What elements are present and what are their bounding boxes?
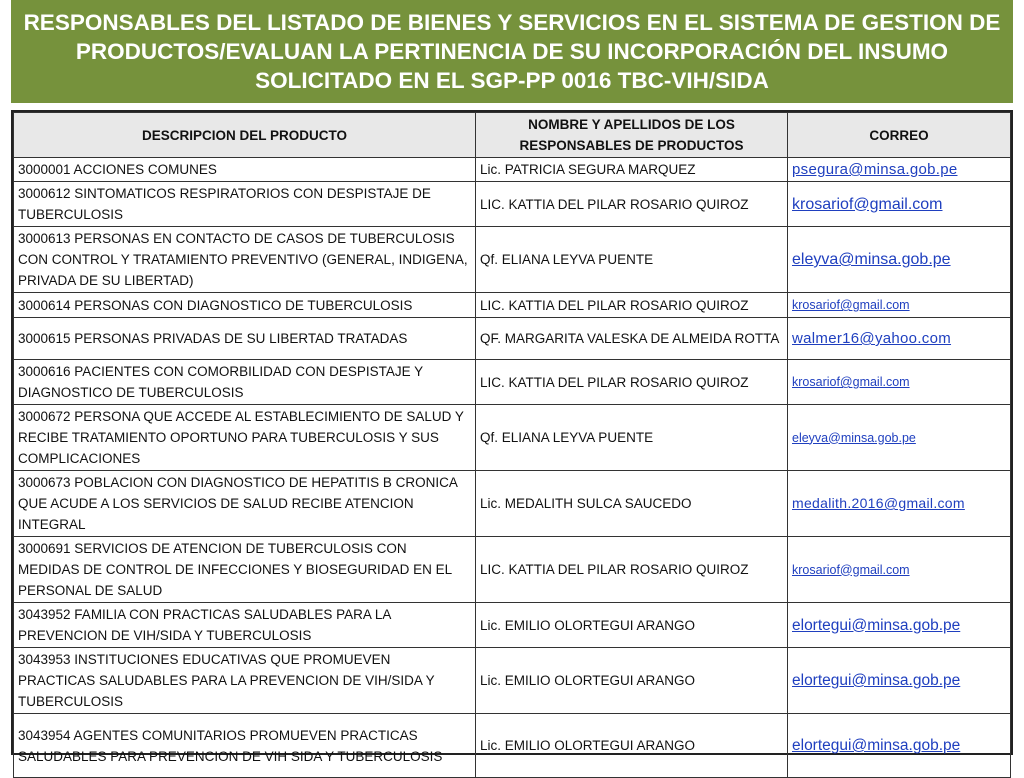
product-cell: 3043954 AGENTES COMUNITARIOS PROMUEVEN PRACTICAS SALUDABLES PARA PREVENCION DE VIH SIDA Y TUBERCULOSIS bbox=[14, 714, 476, 778]
responsible-cell: Qf. ELIANA LEYVA PUENTE bbox=[476, 227, 788, 293]
responsible-cell: Lic. EMILIO OLORTEGUI ARANGO bbox=[476, 603, 788, 648]
responsible-cell: Lic. MEDALITH SULCA SAUCEDO bbox=[476, 471, 788, 537]
responsible-cell: QF. MARGARITA VALESKA DE ALMEIDA ROTTA bbox=[476, 318, 788, 360]
table-row bbox=[14, 293, 1011, 318]
email-link[interactable]: eleyva@minsa.gob.pe bbox=[792, 430, 916, 445]
email-cell bbox=[788, 182, 1011, 227]
email-link[interactable]: krosariof@gmail.com bbox=[792, 375, 910, 389]
header-correo: CORREO bbox=[788, 113, 1011, 158]
email-cell bbox=[788, 360, 1011, 405]
email-cell bbox=[788, 405, 1011, 471]
email-link[interactable]: medalith.2016@gmail.com bbox=[792, 495, 965, 511]
email-cell bbox=[788, 471, 1011, 537]
email-link[interactable]: elortegui@minsa.gob.pe bbox=[792, 616, 961, 634]
table-row bbox=[14, 603, 1011, 648]
email-cell bbox=[788, 537, 1011, 603]
table-header-row bbox=[14, 113, 1011, 158]
page-title-banner bbox=[11, 0, 1013, 103]
email-link[interactable]: krosariof@gmail.com bbox=[792, 562, 910, 577]
table-row bbox=[14, 537, 1011, 603]
responsible-cell: LIC. KATTIA DEL PILAR ROSARIO QUIROZ bbox=[476, 293, 788, 318]
email-link[interactable]: eleyva@minsa.gob.pe bbox=[792, 251, 951, 268]
responsible-cell: LIC. KATTIA DEL PILAR ROSARIO QUIROZ bbox=[476, 182, 788, 227]
responsible-cell: LIC. KATTIA DEL PILAR ROSARIO QUIROZ bbox=[476, 360, 788, 405]
product-cell: 3000615 PERSONAS PRIVADAS DE SU LIBERTAD TRATADAS bbox=[14, 318, 476, 360]
email-link[interactable]: elortegui@minsa.gob.pe bbox=[792, 672, 961, 689]
product-cell: 3000673 POBLACION CON DIAGNOSTICO DE HEPATITIS B CRONICA QUE ACUDE A LOS SERVICIOS DE SALUD RECIBE ATENCION INTEGRAL bbox=[14, 471, 476, 537]
table-row bbox=[14, 360, 1011, 405]
email-link[interactable]: krosariof@gmail.com bbox=[792, 298, 910, 312]
product-cell: 3000691 SERVICIOS DE ATENCION DE TUBERCULOSIS CON MEDIDAS DE CONTROL DE INFECCIONES Y BIOSEGURIDAD EN EL PERSONAL DE SALUD bbox=[14, 537, 476, 603]
product-cell: 3000001 ACCIONES COMUNES bbox=[14, 158, 476, 182]
email-cell bbox=[788, 227, 1011, 293]
email-cell bbox=[788, 293, 1011, 318]
product-cell: 3043952 FAMILIA CON PRACTICAS SALUDABLES PARA LA PREVENCION DE VIH/SIDA Y TUBERCULOSIS bbox=[14, 603, 476, 648]
product-cell: 3000614 PERSONAS CON DIAGNOSTICO DE TUBERCULOSIS bbox=[14, 293, 476, 318]
responsables-table-container bbox=[11, 110, 1013, 764]
table-row bbox=[14, 648, 1011, 714]
responsible-cell: Lic. EMILIO OLORTEGUI ARANGO bbox=[476, 714, 788, 778]
table-row bbox=[14, 158, 1011, 182]
responsible-cell: Lic. EMILIO OLORTEGUI ARANGO bbox=[476, 648, 788, 714]
page-title: RESPONSABLES DEL LISTADO DE BIENES Y SERVICIOS EN EL SISTEMA DE GESTION DE PRODUCTOS/EVALUAN LA PERTINENCIA DE SU INCORPORACIÓN DEL INSUMO SOLICITADO EN EL SGP-PP 0016 TBC-VIH/SIDA bbox=[23, 10, 1001, 93]
responsible-cell: Lic. PATRICIA SEGURA MARQUEZ bbox=[476, 158, 788, 182]
email-link[interactable]: walmer16@yahoo.com bbox=[792, 330, 952, 347]
email-cell bbox=[788, 158, 1011, 182]
email-cell bbox=[788, 648, 1011, 714]
table-row bbox=[14, 182, 1011, 227]
product-cell: 3000612 SINTOMATICOS RESPIRATORIOS CON DESPISTAJE DE TUBERCULOSIS bbox=[14, 182, 476, 227]
responsables-table bbox=[13, 112, 1011, 778]
email-link[interactable]: krosariof@gmail.com bbox=[792, 195, 943, 213]
product-cell: 3000613 PERSONAS EN CONTACTO DE CASOS DE TUBERCULOSIS CON CONTROL Y TRATAMIENTO PREVENTIVO (GENERAL, INDIGENA, PRIVADA DE SU LIBERTAD) bbox=[14, 227, 476, 293]
email-cell bbox=[788, 603, 1011, 648]
header-descripcion: DESCRIPCION DEL PRODUCTO bbox=[14, 113, 476, 158]
table-row bbox=[14, 405, 1011, 471]
product-cell: 3000616 PACIENTES CON COMORBILIDAD CON DESPISTAJE Y DIAGNOSTICO DE TUBERCULOSIS bbox=[14, 360, 476, 405]
email-link[interactable]: elortegui@minsa.gob.pe bbox=[792, 737, 961, 754]
header-responsables: NOMBRE Y APELLIDOS DE LOS RESPONSABLES DE PRODUCTOS bbox=[476, 113, 788, 158]
responsible-cell: LIC. KATTIA DEL PILAR ROSARIO QUIROZ bbox=[476, 537, 788, 603]
product-cell: 3043953 INSTITUCIONES EDUCATIVAS QUE PROMUEVEN PRACTICAS SALUDABLES PARA LA PREVENCION DE VIH/SIDA Y TUBERCULOSIS bbox=[14, 648, 476, 714]
table-row bbox=[14, 227, 1011, 293]
email-link[interactable]: psegura@minsa.gob.pe bbox=[792, 161, 958, 178]
table-row bbox=[14, 318, 1011, 360]
table-row bbox=[14, 471, 1011, 537]
responsible-cell: Qf. ELIANA LEYVA PUENTE bbox=[476, 405, 788, 471]
email-cell bbox=[788, 318, 1011, 360]
product-cell: 3000672 PERSONA QUE ACCEDE AL ESTABLECIMIENTO DE SALUD Y RECIBE TRATAMIENTO OPORTUNO PARA TUBERCULOSIS Y SUS COMPLICACIONES bbox=[14, 405, 476, 471]
